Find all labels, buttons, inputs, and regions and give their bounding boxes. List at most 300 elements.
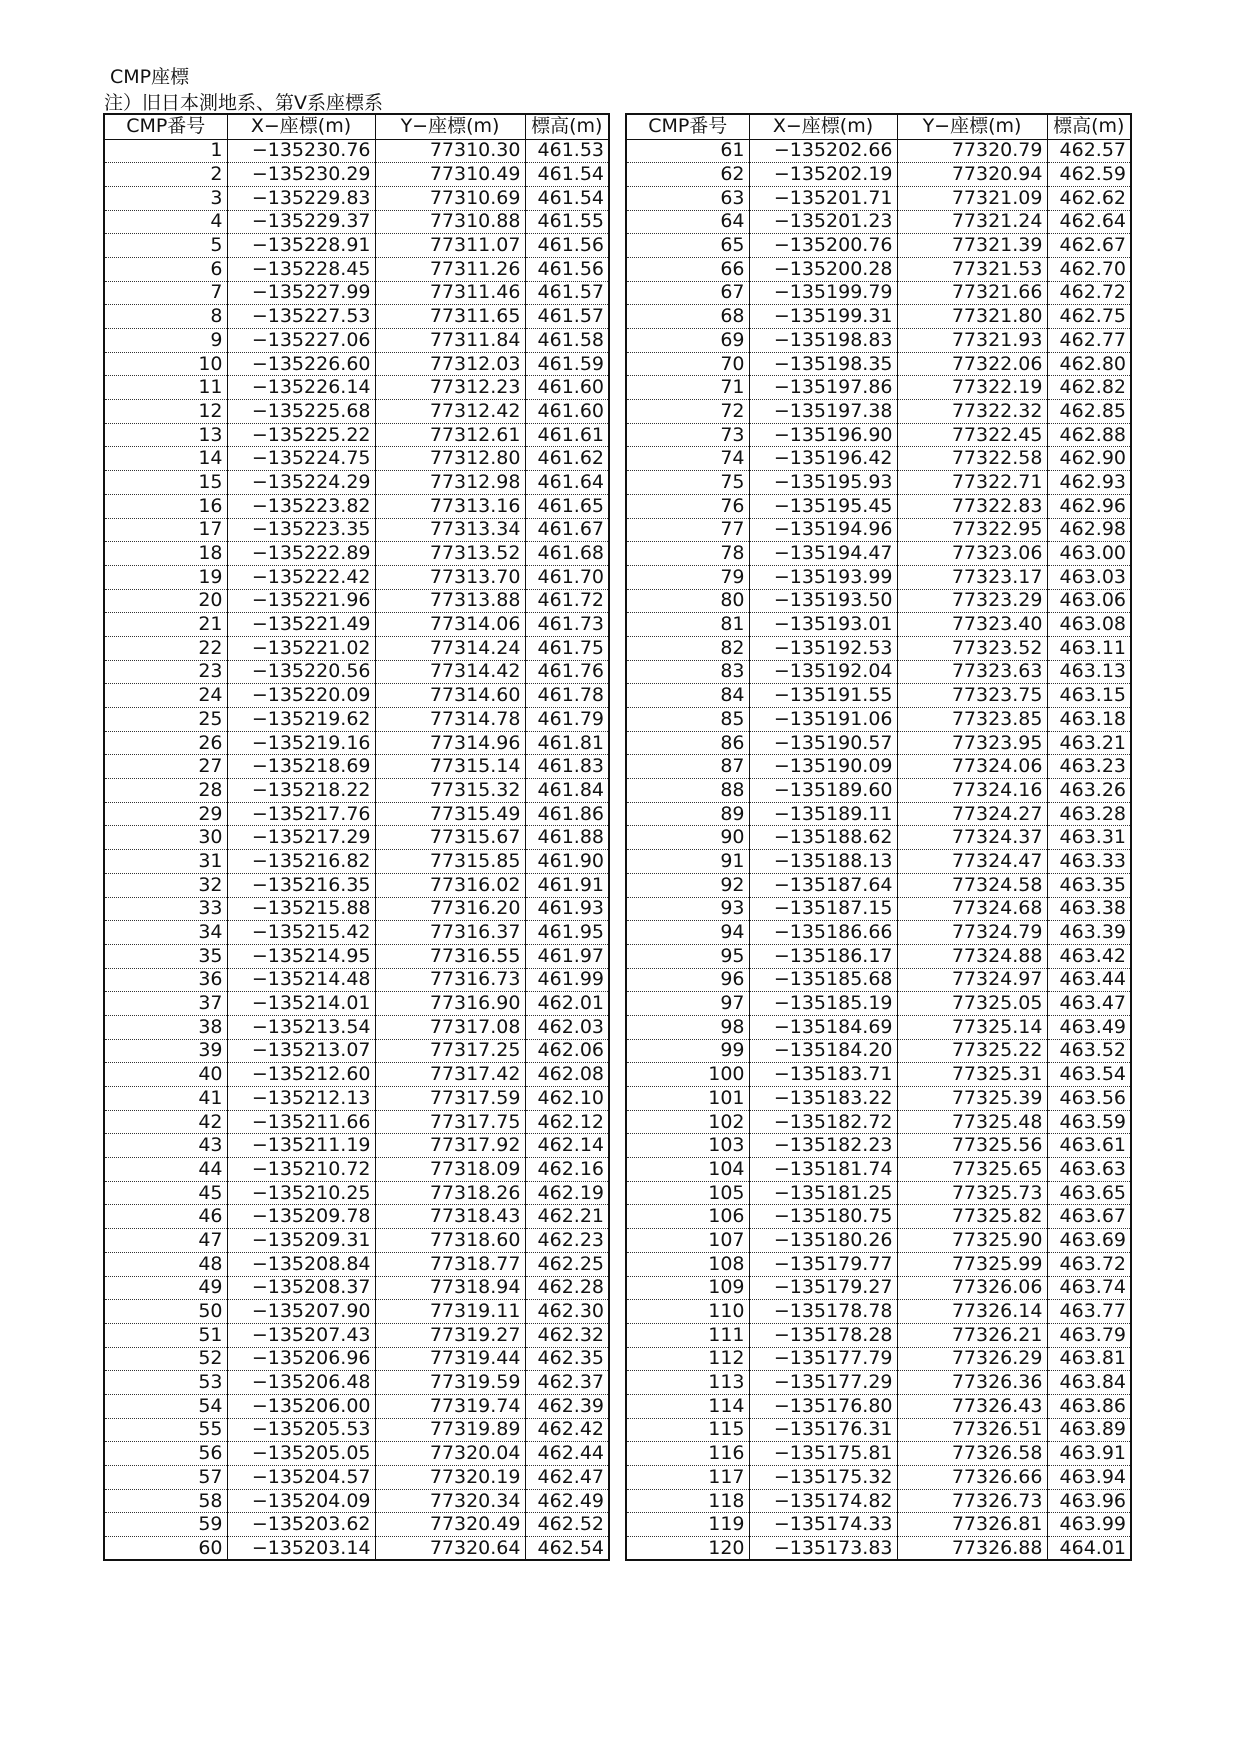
table-row xyxy=(626,1323,1131,1347)
table-row xyxy=(104,163,609,187)
elevation-cell: 462.54 xyxy=(525,1537,609,1561)
elevation-cell: 461.55 xyxy=(525,210,609,234)
cmp-number-cell: 69 xyxy=(626,329,749,353)
x-coordinate-cell: −135186.66 xyxy=(749,921,897,945)
table-row xyxy=(104,1300,609,1324)
elevation-cell: 461.59 xyxy=(525,352,609,376)
table-row xyxy=(626,565,1131,589)
elevation-cell: 462.96 xyxy=(1047,494,1131,518)
y-coordinate-cell: 77319.44 xyxy=(375,1347,525,1371)
table-row xyxy=(104,1134,609,1158)
x-coordinate-cell: −135218.22 xyxy=(227,779,375,803)
elevation-cell: 463.23 xyxy=(1047,755,1131,779)
y-coordinate-cell: 77325.05 xyxy=(897,992,1047,1016)
elevation-cell: 463.65 xyxy=(1047,1181,1131,1205)
elevation-cell: 462.59 xyxy=(1047,163,1131,187)
table-row xyxy=(104,944,609,968)
y-coordinate-cell: 77323.40 xyxy=(897,613,1047,637)
y-coordinate-cell: 77322.45 xyxy=(897,423,1047,447)
y-coordinate-cell: 77313.16 xyxy=(375,494,525,518)
cmp-number-cell: 80 xyxy=(626,589,749,613)
table-row xyxy=(626,423,1131,447)
y-coordinate-cell: 77326.66 xyxy=(897,1466,1047,1490)
elevation-cell: 463.06 xyxy=(1047,589,1131,613)
x-coordinate-cell: −135219.16 xyxy=(227,731,375,755)
table-row xyxy=(626,1537,1131,1561)
cmp-number-cell: 81 xyxy=(626,613,749,637)
elevation-cell: 463.38 xyxy=(1047,897,1131,921)
x-coordinate-cell: −135221.96 xyxy=(227,589,375,613)
y-coordinate-cell: 77317.42 xyxy=(375,1063,525,1087)
x-coordinate-cell: −135202.19 xyxy=(749,163,897,187)
x-coordinate-cell: −135222.89 xyxy=(227,542,375,566)
cmp-number-cell: 89 xyxy=(626,802,749,826)
y-coordinate-cell: 77324.37 xyxy=(897,826,1047,850)
x-coordinate-cell: −135181.25 xyxy=(749,1181,897,1205)
table-row xyxy=(626,826,1131,850)
x-coordinate-cell: −135200.28 xyxy=(749,257,897,281)
y-coordinate-cell: 77317.75 xyxy=(375,1110,525,1134)
x-coordinate-cell: −135212.13 xyxy=(227,1087,375,1111)
table-row xyxy=(626,257,1131,281)
y-coordinate-cell: 77323.52 xyxy=(897,636,1047,660)
y-coordinate-cell: 77325.99 xyxy=(897,1252,1047,1276)
cmp-number-cell: 44 xyxy=(104,1158,227,1182)
x-coordinate-cell: −135217.29 xyxy=(227,826,375,850)
y-coordinate-cell: 77318.94 xyxy=(375,1276,525,1300)
table-row xyxy=(626,589,1131,613)
x-coordinate-cell: −135198.35 xyxy=(749,352,897,376)
cmp-number-cell: 102 xyxy=(626,1110,749,1134)
y-coordinate-cell: 77312.23 xyxy=(375,376,525,400)
x-coordinate-cell: −135190.09 xyxy=(749,755,897,779)
table-row xyxy=(626,542,1131,566)
x-coordinate-cell: −135176.31 xyxy=(749,1418,897,1442)
cmp-number-cell: 109 xyxy=(626,1276,749,1300)
table-row xyxy=(104,471,609,495)
x-coordinate-cell: −135214.95 xyxy=(227,944,375,968)
table-body-left xyxy=(104,139,609,1560)
cmp-number-cell: 16 xyxy=(104,494,227,518)
y-coordinate-cell: 77314.42 xyxy=(375,660,525,684)
table-row xyxy=(626,494,1131,518)
table-row xyxy=(626,186,1131,210)
elevation-cell: 463.39 xyxy=(1047,921,1131,945)
x-coordinate-cell: −135217.76 xyxy=(227,802,375,826)
table-row xyxy=(626,518,1131,542)
elevation-cell: 463.77 xyxy=(1047,1300,1131,1324)
table-row xyxy=(104,802,609,826)
header-elevation: 標高(m) xyxy=(525,114,609,139)
x-coordinate-cell: −135179.27 xyxy=(749,1276,897,1300)
table-row xyxy=(104,1181,609,1205)
table-row xyxy=(626,708,1131,732)
x-coordinate-cell: −135215.88 xyxy=(227,897,375,921)
x-coordinate-cell: −135174.82 xyxy=(749,1489,897,1513)
y-coordinate-cell: 77324.97 xyxy=(897,968,1047,992)
y-coordinate-cell: 77314.78 xyxy=(375,708,525,732)
table-row xyxy=(626,234,1131,258)
table-row xyxy=(626,684,1131,708)
x-coordinate-cell: −135203.14 xyxy=(227,1537,375,1561)
y-coordinate-cell: 77318.26 xyxy=(375,1181,525,1205)
y-coordinate-cell: 77321.24 xyxy=(897,210,1047,234)
cmp-number-cell: 21 xyxy=(104,613,227,637)
y-coordinate-cell: 77324.16 xyxy=(897,779,1047,803)
y-coordinate-cell: 77310.69 xyxy=(375,186,525,210)
table-row xyxy=(104,210,609,234)
x-coordinate-cell: −135195.45 xyxy=(749,494,897,518)
cmp-number-cell: 90 xyxy=(626,826,749,850)
x-coordinate-cell: −135201.23 xyxy=(749,210,897,234)
cmp-number-cell: 50 xyxy=(104,1300,227,1324)
x-coordinate-cell: −135200.76 xyxy=(749,234,897,258)
table-row xyxy=(626,850,1131,874)
x-coordinate-cell: −135173.83 xyxy=(749,1537,897,1561)
cmp-number-cell: 111 xyxy=(626,1323,749,1347)
elevation-cell: 462.88 xyxy=(1047,423,1131,447)
table-row xyxy=(104,1252,609,1276)
x-coordinate-cell: −135221.49 xyxy=(227,613,375,637)
table-row xyxy=(626,1063,1131,1087)
elevation-cell: 463.31 xyxy=(1047,826,1131,850)
y-coordinate-cell: 77314.06 xyxy=(375,613,525,637)
y-coordinate-cell: 77321.39 xyxy=(897,234,1047,258)
elevation-cell: 463.47 xyxy=(1047,992,1131,1016)
table-row xyxy=(104,139,609,163)
table-row xyxy=(104,1513,609,1537)
y-coordinate-cell: 77310.49 xyxy=(375,163,525,187)
elevation-cell: 462.23 xyxy=(525,1229,609,1253)
y-coordinate-cell: 77316.02 xyxy=(375,873,525,897)
y-coordinate-cell: 77323.06 xyxy=(897,542,1047,566)
elevation-cell: 462.85 xyxy=(1047,400,1131,424)
elevation-cell: 462.35 xyxy=(525,1347,609,1371)
elevation-cell: 463.21 xyxy=(1047,731,1131,755)
x-coordinate-cell: −135220.56 xyxy=(227,660,375,684)
elevation-cell: 462.28 xyxy=(525,1276,609,1300)
table-row xyxy=(626,1300,1131,1324)
x-coordinate-cell: −135197.86 xyxy=(749,376,897,400)
x-coordinate-cell: −135222.42 xyxy=(227,565,375,589)
table-header-row xyxy=(104,114,609,139)
table-row xyxy=(104,1394,609,1418)
y-coordinate-cell: 77317.25 xyxy=(375,1039,525,1063)
cmp-number-cell: 118 xyxy=(626,1489,749,1513)
cmp-number-cell: 93 xyxy=(626,897,749,921)
x-coordinate-cell: −135215.42 xyxy=(227,921,375,945)
x-coordinate-cell: −135201.71 xyxy=(749,186,897,210)
elevation-cell: 463.67 xyxy=(1047,1205,1131,1229)
y-coordinate-cell: 77324.47 xyxy=(897,850,1047,874)
table-row xyxy=(626,471,1131,495)
cmp-number-cell: 26 xyxy=(104,731,227,755)
y-coordinate-cell: 77326.14 xyxy=(897,1300,1047,1324)
x-coordinate-cell: −135182.72 xyxy=(749,1110,897,1134)
table-row xyxy=(626,1181,1131,1205)
cmp-number-cell: 35 xyxy=(104,944,227,968)
elevation-cell: 463.84 xyxy=(1047,1371,1131,1395)
elevation-cell: 461.78 xyxy=(525,684,609,708)
y-coordinate-cell: 77312.80 xyxy=(375,447,525,471)
cmp-number-cell: 83 xyxy=(626,660,749,684)
cmp-number-cell: 63 xyxy=(626,186,749,210)
elevation-cell: 461.54 xyxy=(525,163,609,187)
elevation-cell: 462.30 xyxy=(525,1300,609,1324)
table-row xyxy=(626,1134,1131,1158)
cmp-number-cell: 28 xyxy=(104,779,227,803)
cmp-number-cell: 52 xyxy=(104,1347,227,1371)
y-coordinate-cell: 77325.39 xyxy=(897,1087,1047,1111)
table-row xyxy=(104,850,609,874)
x-coordinate-cell: −135175.81 xyxy=(749,1442,897,1466)
y-coordinate-cell: 77323.95 xyxy=(897,731,1047,755)
elevation-cell: 462.37 xyxy=(525,1371,609,1395)
y-coordinate-cell: 77318.77 xyxy=(375,1252,525,1276)
x-coordinate-cell: −135211.19 xyxy=(227,1134,375,1158)
x-coordinate-cell: −135209.78 xyxy=(227,1205,375,1229)
cmp-number-cell: 49 xyxy=(104,1276,227,1300)
table-row xyxy=(104,1489,609,1513)
x-coordinate-cell: −135180.75 xyxy=(749,1205,897,1229)
y-coordinate-cell: 77326.21 xyxy=(897,1323,1047,1347)
x-coordinate-cell: −135187.15 xyxy=(749,897,897,921)
cmp-number-cell: 115 xyxy=(626,1418,749,1442)
table-row xyxy=(626,1442,1131,1466)
cmp-number-cell: 77 xyxy=(626,518,749,542)
table-row xyxy=(626,1039,1131,1063)
y-coordinate-cell: 77326.29 xyxy=(897,1347,1047,1371)
elevation-cell: 463.99 xyxy=(1047,1513,1131,1537)
table-row xyxy=(626,376,1131,400)
cmp-number-cell: 67 xyxy=(626,281,749,305)
elevation-cell: 463.94 xyxy=(1047,1466,1131,1490)
y-coordinate-cell: 77322.32 xyxy=(897,400,1047,424)
cmp-number-cell: 94 xyxy=(626,921,749,945)
cmp-number-cell: 2 xyxy=(104,163,227,187)
x-coordinate-cell: −135203.62 xyxy=(227,1513,375,1537)
elevation-cell: 464.01 xyxy=(1047,1537,1131,1561)
cmp-number-cell: 101 xyxy=(626,1087,749,1111)
y-coordinate-cell: 77325.31 xyxy=(897,1063,1047,1087)
table-row xyxy=(626,755,1131,779)
elevation-cell: 462.98 xyxy=(1047,518,1131,542)
cmp-number-cell: 43 xyxy=(104,1134,227,1158)
cmp-number-cell: 13 xyxy=(104,423,227,447)
elevation-cell: 462.70 xyxy=(1047,257,1131,281)
x-coordinate-cell: −135227.53 xyxy=(227,305,375,329)
cmp-number-cell: 91 xyxy=(626,850,749,874)
table-row xyxy=(626,1205,1131,1229)
y-coordinate-cell: 77310.30 xyxy=(375,139,525,163)
cmp-number-cell: 79 xyxy=(626,565,749,589)
x-coordinate-cell: −135193.99 xyxy=(749,565,897,589)
y-coordinate-cell: 77310.88 xyxy=(375,210,525,234)
elevation-cell: 461.60 xyxy=(525,376,609,400)
x-coordinate-cell: −135209.31 xyxy=(227,1229,375,1253)
elevation-cell: 463.89 xyxy=(1047,1418,1131,1442)
table-row xyxy=(104,494,609,518)
y-coordinate-cell: 77326.73 xyxy=(897,1489,1047,1513)
table-row xyxy=(626,210,1131,234)
cmp-coordinates-table-left xyxy=(103,113,610,1561)
elevation-cell: 463.42 xyxy=(1047,944,1131,968)
y-coordinate-cell: 77316.73 xyxy=(375,968,525,992)
elevation-cell: 462.57 xyxy=(1047,139,1131,163)
cmp-number-cell: 56 xyxy=(104,1442,227,1466)
cmp-number-cell: 37 xyxy=(104,992,227,1016)
cmp-number-cell: 97 xyxy=(626,992,749,1016)
elevation-cell: 462.10 xyxy=(525,1087,609,1111)
table-row xyxy=(104,1323,609,1347)
x-coordinate-cell: −135221.02 xyxy=(227,636,375,660)
elevation-cell: 462.62 xyxy=(1047,186,1131,210)
cmp-number-cell: 72 xyxy=(626,400,749,424)
y-coordinate-cell: 77317.92 xyxy=(375,1134,525,1158)
y-coordinate-cell: 77316.55 xyxy=(375,944,525,968)
elevation-cell: 462.44 xyxy=(525,1442,609,1466)
cmp-number-cell: 10 xyxy=(104,352,227,376)
y-coordinate-cell: 77323.29 xyxy=(897,589,1047,613)
y-coordinate-cell: 77326.36 xyxy=(897,1371,1047,1395)
elevation-cell: 461.73 xyxy=(525,613,609,637)
y-coordinate-cell: 77313.88 xyxy=(375,589,525,613)
elevation-cell: 462.16 xyxy=(525,1158,609,1182)
elevation-cell: 463.13 xyxy=(1047,660,1131,684)
y-coordinate-cell: 77325.56 xyxy=(897,1134,1047,1158)
cmp-number-cell: 20 xyxy=(104,589,227,613)
table-row xyxy=(626,329,1131,353)
cmp-number-cell: 1 xyxy=(104,139,227,163)
elevation-cell: 461.97 xyxy=(525,944,609,968)
table-row xyxy=(626,660,1131,684)
cmp-number-cell: 103 xyxy=(626,1134,749,1158)
table-row xyxy=(104,1015,609,1039)
table-row xyxy=(626,1087,1131,1111)
x-coordinate-cell: −135228.91 xyxy=(227,234,375,258)
elevation-cell: 463.81 xyxy=(1047,1347,1131,1371)
cmp-coordinates-table-right xyxy=(625,113,1132,1561)
x-coordinate-cell: −135216.35 xyxy=(227,873,375,897)
x-coordinate-cell: −135193.01 xyxy=(749,613,897,637)
y-coordinate-cell: 77311.46 xyxy=(375,281,525,305)
table-row xyxy=(626,1015,1131,1039)
x-coordinate-cell: −135178.78 xyxy=(749,1300,897,1324)
x-coordinate-cell: −135204.57 xyxy=(227,1466,375,1490)
x-coordinate-cell: −135224.75 xyxy=(227,447,375,471)
table-row xyxy=(104,352,609,376)
y-coordinate-cell: 77322.95 xyxy=(897,518,1047,542)
cmp-number-cell: 74 xyxy=(626,447,749,471)
table-row xyxy=(104,257,609,281)
x-coordinate-cell: −135230.76 xyxy=(227,139,375,163)
y-coordinate-cell: 77326.81 xyxy=(897,1513,1047,1537)
cmp-number-cell: 9 xyxy=(104,329,227,353)
elevation-cell: 462.52 xyxy=(525,1513,609,1537)
x-coordinate-cell: −135206.00 xyxy=(227,1394,375,1418)
elevation-cell: 461.62 xyxy=(525,447,609,471)
y-coordinate-cell: 77324.27 xyxy=(897,802,1047,826)
table-row xyxy=(104,376,609,400)
y-coordinate-cell: 77314.24 xyxy=(375,636,525,660)
y-coordinate-cell: 77324.88 xyxy=(897,944,1047,968)
x-coordinate-cell: −135207.43 xyxy=(227,1323,375,1347)
x-coordinate-cell: −135219.62 xyxy=(227,708,375,732)
y-coordinate-cell: 77326.51 xyxy=(897,1418,1047,1442)
cmp-number-cell: 119 xyxy=(626,1513,749,1537)
cmp-number-cell: 78 xyxy=(626,542,749,566)
table-row xyxy=(104,447,609,471)
elevation-cell: 463.63 xyxy=(1047,1158,1131,1182)
x-coordinate-cell: −135198.83 xyxy=(749,329,897,353)
cmp-number-cell: 58 xyxy=(104,1489,227,1513)
elevation-cell: 463.59 xyxy=(1047,1110,1131,1134)
cmp-number-cell: 24 xyxy=(104,684,227,708)
x-coordinate-cell: −135227.99 xyxy=(227,281,375,305)
cmp-number-cell: 55 xyxy=(104,1418,227,1442)
table-row xyxy=(104,1039,609,1063)
y-coordinate-cell: 77322.58 xyxy=(897,447,1047,471)
elevation-cell: 461.84 xyxy=(525,779,609,803)
x-coordinate-cell: −135181.74 xyxy=(749,1158,897,1182)
y-coordinate-cell: 77320.49 xyxy=(375,1513,525,1537)
elevation-cell: 462.47 xyxy=(525,1466,609,1490)
y-coordinate-cell: 77319.74 xyxy=(375,1394,525,1418)
table-row xyxy=(626,1252,1131,1276)
elevation-cell: 463.00 xyxy=(1047,542,1131,566)
elevation-cell: 462.93 xyxy=(1047,471,1131,495)
x-coordinate-cell: −135193.50 xyxy=(749,589,897,613)
elevation-cell: 461.57 xyxy=(525,305,609,329)
cmp-number-cell: 14 xyxy=(104,447,227,471)
elevation-cell: 462.25 xyxy=(525,1252,609,1276)
y-coordinate-cell: 77316.20 xyxy=(375,897,525,921)
x-coordinate-cell: −135225.68 xyxy=(227,400,375,424)
table-row xyxy=(626,1371,1131,1395)
elevation-cell: 462.03 xyxy=(525,1015,609,1039)
cmp-number-cell: 33 xyxy=(104,897,227,921)
table-row xyxy=(104,329,609,353)
x-coordinate-cell: −135213.54 xyxy=(227,1015,375,1039)
x-coordinate-cell: −135196.42 xyxy=(749,447,897,471)
table-row xyxy=(626,281,1131,305)
table-row xyxy=(626,779,1131,803)
x-coordinate-cell: −135226.14 xyxy=(227,376,375,400)
table-row xyxy=(104,423,609,447)
elevation-cell: 461.70 xyxy=(525,565,609,589)
elevation-cell: 463.08 xyxy=(1047,613,1131,637)
table-row xyxy=(104,1347,609,1371)
table-row xyxy=(104,613,609,637)
cmp-number-cell: 120 xyxy=(708,1536,745,1559)
y-coordinate-cell: 77324.79 xyxy=(897,921,1047,945)
x-coordinate-cell: −135194.47 xyxy=(749,542,897,566)
cmp-number-cell: 86 xyxy=(626,731,749,755)
table-row xyxy=(104,779,609,803)
cmp-number-cell: 38 xyxy=(104,1015,227,1039)
cmp-number-cell: 3 xyxy=(104,186,227,210)
elevation-cell: 463.56 xyxy=(1047,1087,1131,1111)
cmp-number-cell: 25 xyxy=(104,708,227,732)
cmp-number-cell: 96 xyxy=(626,968,749,992)
cmp-number-cell: 4 xyxy=(104,210,227,234)
cmp-number-cell: 68 xyxy=(626,305,749,329)
elevation-cell: 463.26 xyxy=(1047,779,1131,803)
x-coordinate-cell: −135196.90 xyxy=(749,423,897,447)
cmp-number-cell: 23 xyxy=(104,660,227,684)
elevation-cell: 461.56 xyxy=(525,234,609,258)
cmp-number-cell: 8 xyxy=(104,305,227,329)
